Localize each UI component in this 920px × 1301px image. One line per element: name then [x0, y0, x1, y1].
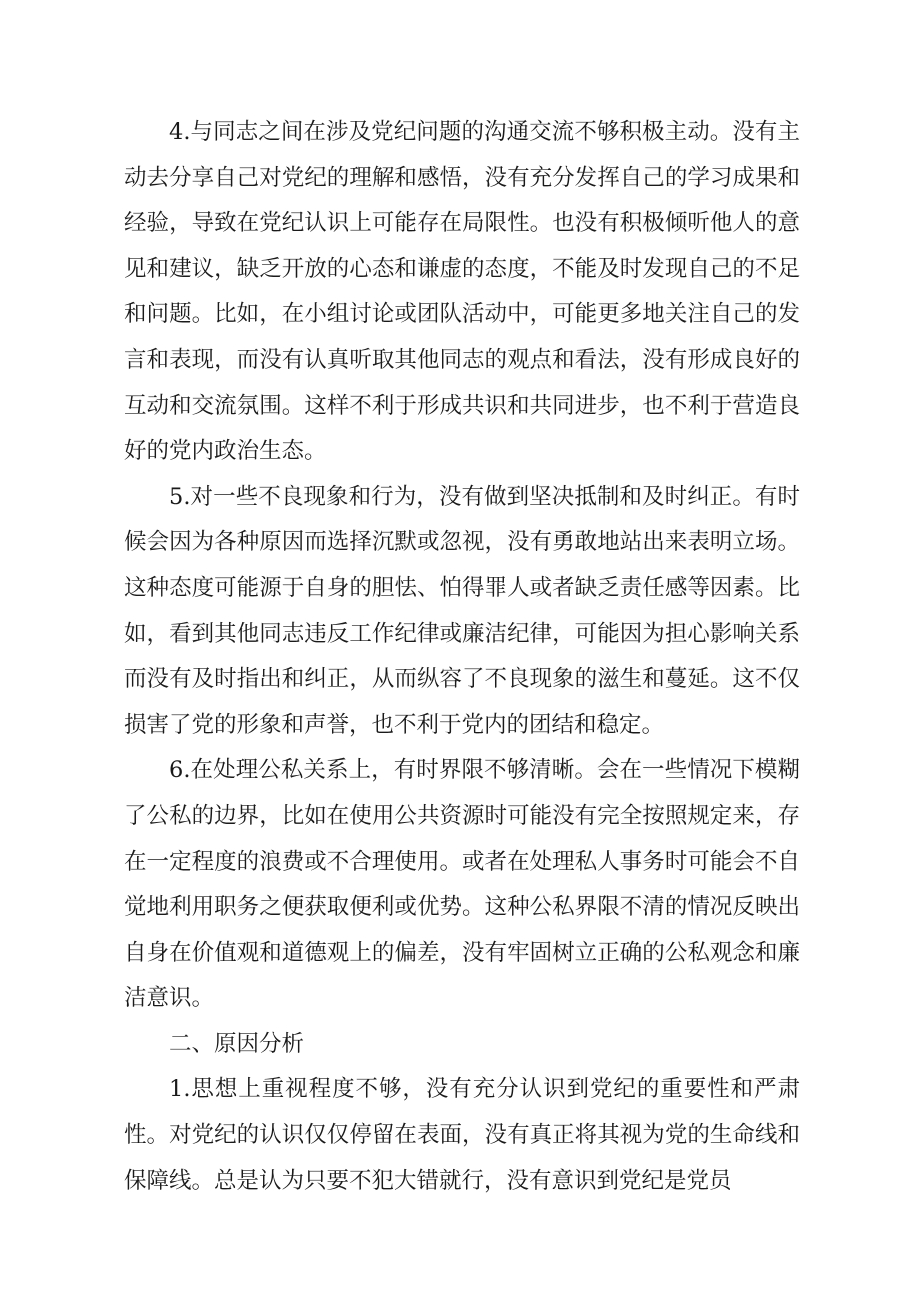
paragraph-cause-1: 1.思想上重视程度不够，没有充分认识到党纪的重要性和严肃性。对党纪的认识仅仅停留在表面，没有真正将其视为党的生命线和保障线。总是认为只要不犯大错就行，没有意识到党纪是党员: [124, 1076, 800, 1194]
paragraph-item-4: 4.与同志之间在涉及党纪问题的沟通交流不够积极主动。没有主动去分享自己对党纪的理解和感悟，没有充分发挥自己的学习成果和经验，导致在党纪认识上可能存在局限性。也没有积极倾听他人的意见和建议，缺乏开放的心态和谦虚的态度，不能及时发现自己的不足和问题。比如，在小组讨论或团队活动中，可能更多地关注自己的发言和表现，而没有认真听取其他同志的观点和看法，没有形成良好的互动和交流氛围。这样不利于形成共识和共同进步，也不利于营造良好的党内政治生态。: [124, 119, 800, 465]
paragraph-item-5: 5.对一些不良现象和行为，没有做到坚决抵制和及时纠正。有时候会因为各种原因而选择沉默或忽视，没有勇敢地站出来表明立场。这种态度可能源于自身的胆怯、怕得罪人或者缺乏责任感等因素。比如，看到其他同志违反工作纪律或廉洁纪律，可能因为担心影响关系而没有及时指出和纠正，从而纵容了不良现象的滋生和蔓延。这不仅损害了党的形象和声誉，也不利于党内的团结和稳定。: [124, 483, 800, 738]
document-body: [124, 110, 800, 1204]
section-heading-cause-analysis: 二、原因分析: [169, 1030, 305, 1057]
paragraph-item-6: 6.在处理公私关系上，有时界限不够清晰。会在一些情况下模糊了公私的边界，比如在使用公共资源时可能没有完全按照规定来，存在一定程度的浪费或不合理使用。或者在处理私人事务时可能会不自觉地利用职务之便获取便利或优势。这种公私界限不清的情况反映出自身在价值观和道德观上的偏差，没有牢固树立正确的公私观念和廉洁意识。: [124, 757, 800, 1012]
